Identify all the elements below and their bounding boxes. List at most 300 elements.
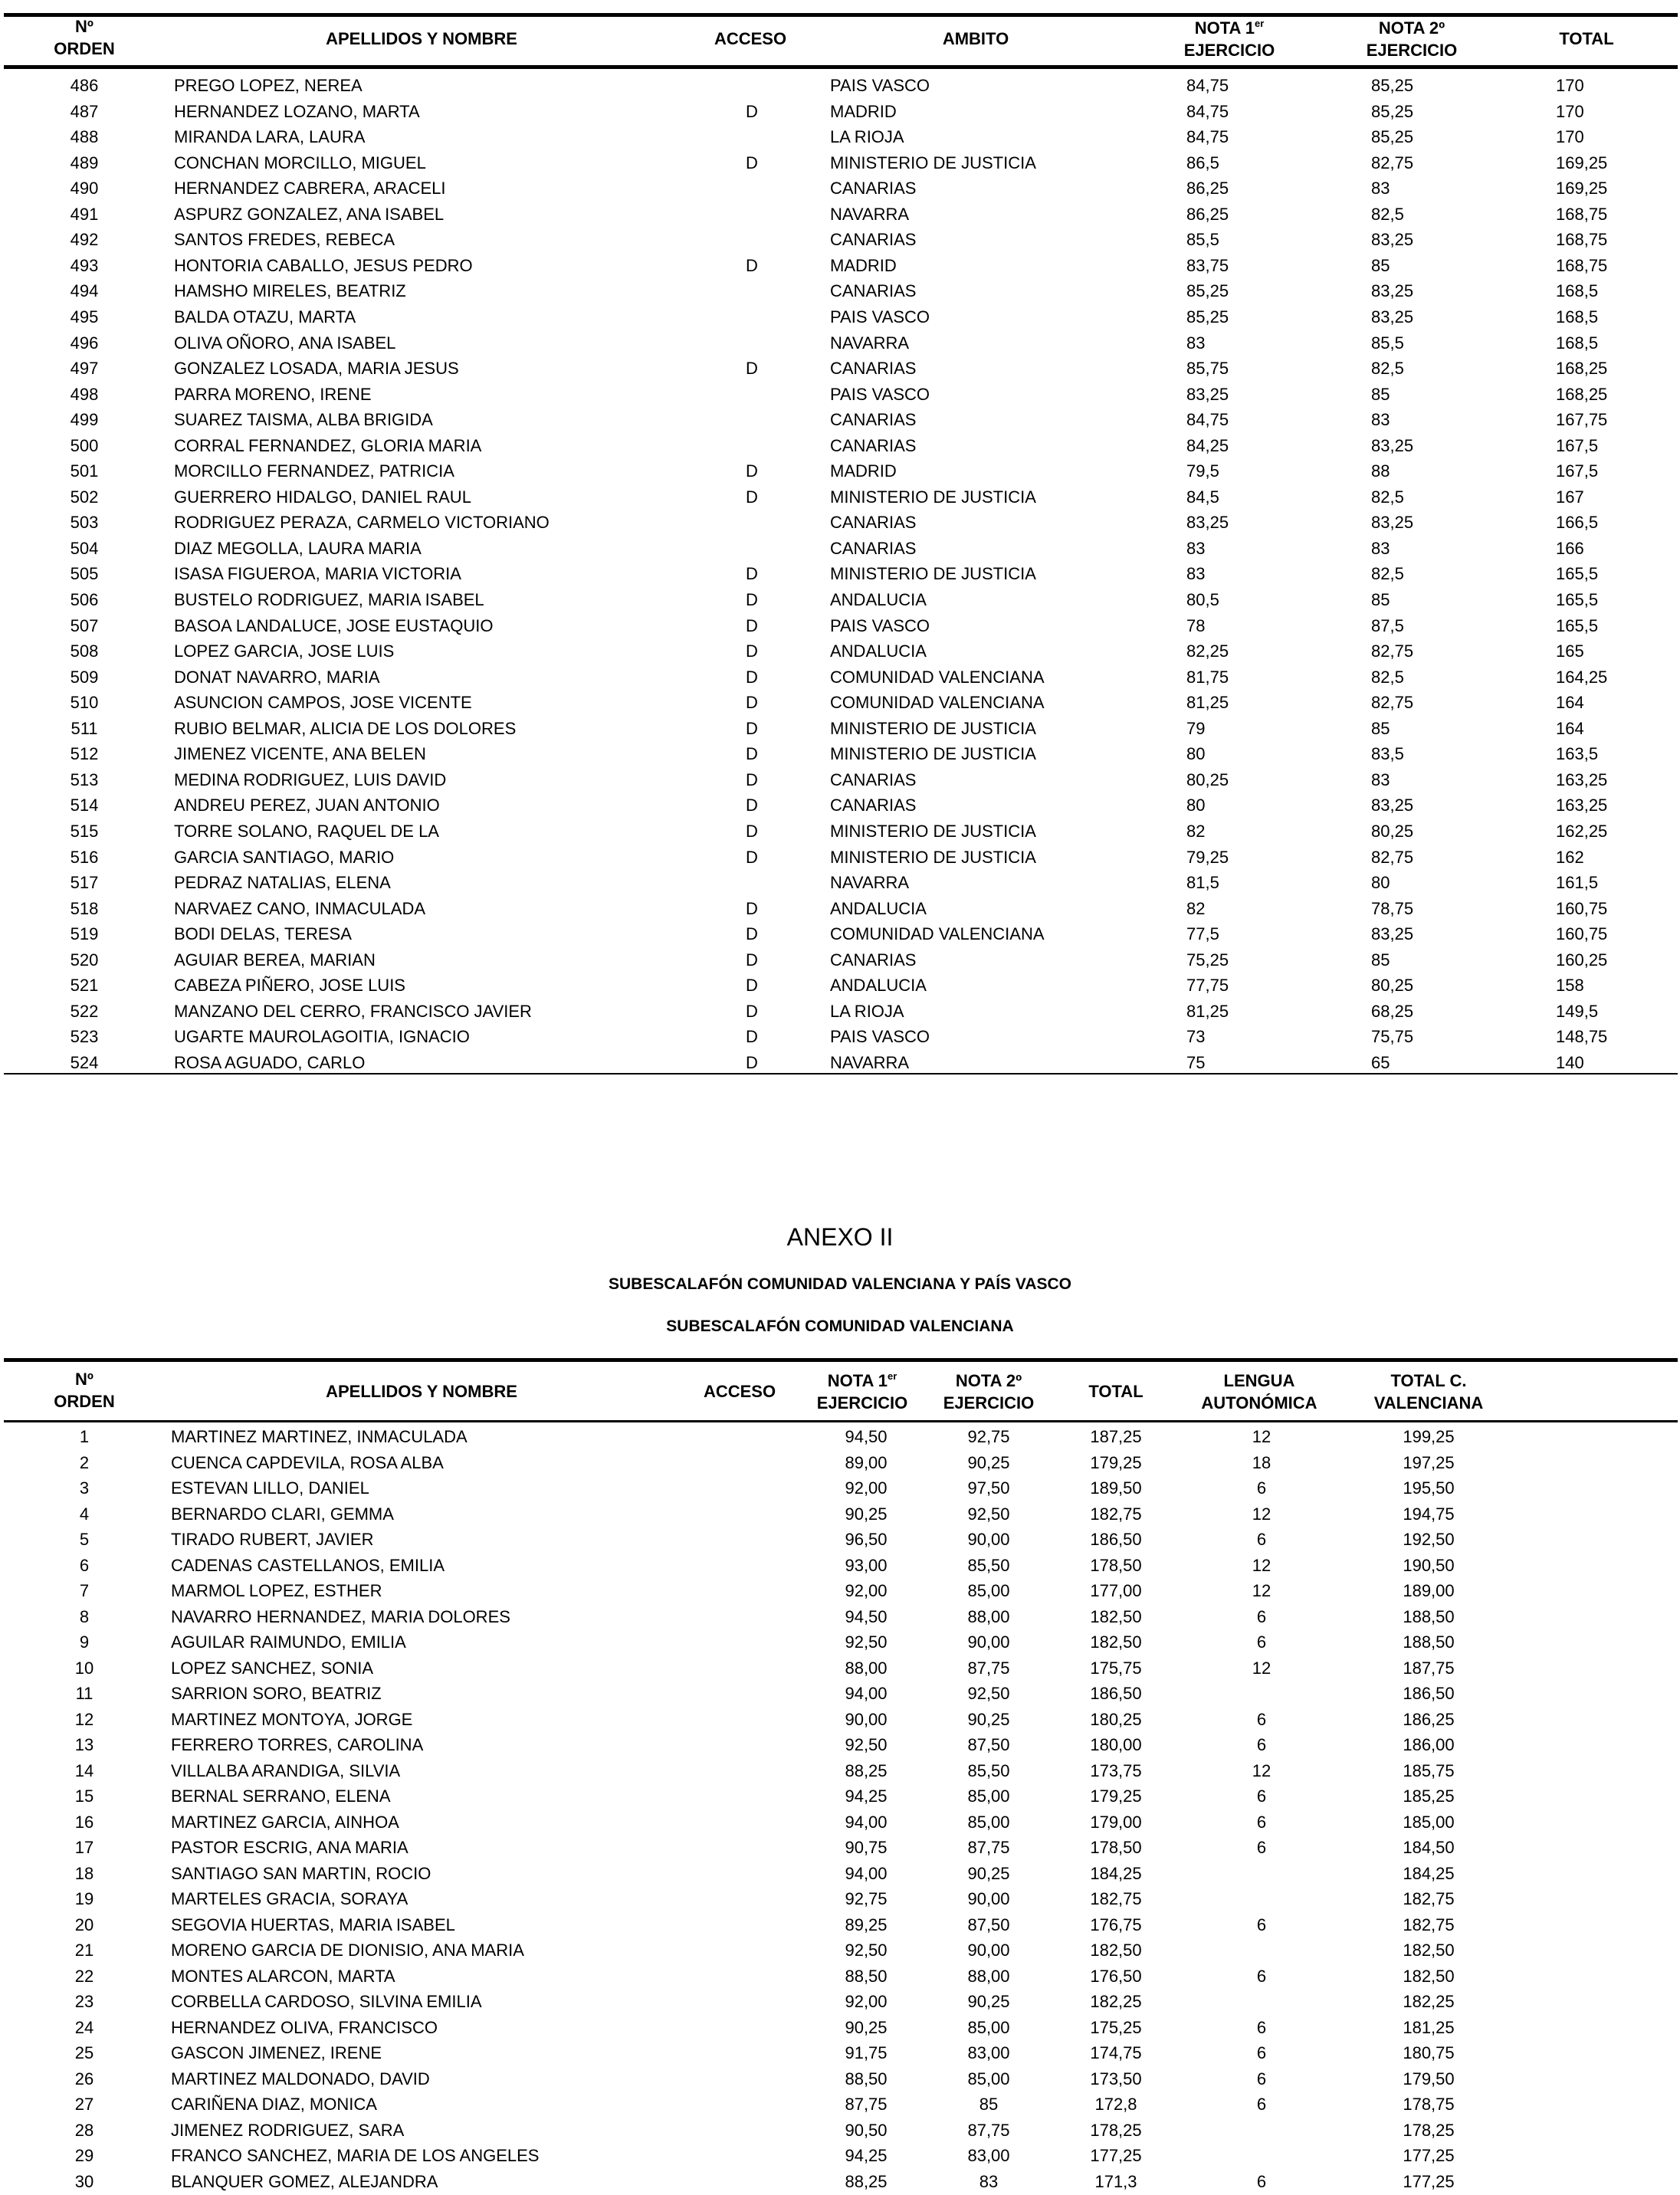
cell-nota2: 88,00 [967, 1606, 1010, 1626]
cell-lengua: 12 [1252, 1427, 1271, 1446]
cell-total: 165,5 [1556, 615, 1599, 635]
cell-nombre: MARTINEZ MARTINEZ, INMACULADA [171, 1427, 468, 1446]
cell-nota2: 85,50 [967, 1760, 1010, 1780]
cell-ambito: LA RIOJA [830, 1001, 904, 1021]
cell-total: 182,50 [1090, 1606, 1142, 1626]
cell-nombre: LOPEZ GARCIA, JOSE LUIS [174, 641, 395, 661]
cell-nota1: 92,50 [845, 1632, 888, 1652]
cell-total-c: 187,75 [1403, 1658, 1455, 1678]
cell-total: 168,5 [1556, 333, 1599, 353]
cell-nota1: 83,75 [1186, 255, 1229, 275]
cell-acceso: D [746, 718, 758, 738]
cell-orden: 491 [70, 204, 99, 224]
table-row [0, 845, 1680, 870]
cell-ambito: NAVARRA [830, 204, 910, 224]
cell-nota1: 94,00 [845, 1863, 888, 1883]
table-row [0, 1809, 1680, 1835]
cell-ambito: MADRID [830, 101, 897, 121]
table-row [0, 1629, 1680, 1655]
cell-total: 187,25 [1090, 1427, 1142, 1446]
cell-total-c: 186,25 [1403, 1709, 1455, 1729]
cell-total: 164 [1556, 718, 1584, 738]
table-row [0, 690, 1680, 715]
header-text: Nº [75, 17, 94, 36]
cell-total: 163,25 [1556, 796, 1608, 815]
cell-ambito: COMUNIDAD VALENCIANA [830, 667, 1045, 687]
cell-nombre: PARRA MORENO, IRENE [174, 384, 372, 404]
cell-nota2: 82,75 [1371, 153, 1414, 172]
header-text: NOTA 1 [1194, 18, 1255, 38]
cell-ambito: PAIS VASCO [830, 1027, 930, 1047]
cell-nota1: 94,00 [845, 1684, 888, 1703]
cell-nota2: 88 [1371, 461, 1390, 481]
table-row [0, 1501, 1680, 1527]
cell-nota2: 82,5 [1371, 204, 1404, 224]
cell-ambito: MINISTERIO DE JUSTICIA [830, 847, 1036, 867]
cell-nombre: PASTOR ESCRIG, ANA MARIA [171, 1838, 409, 1857]
cell-nota1: 80 [1186, 796, 1206, 815]
t2-header-nombre: APELLIDOS Y NOMBRE [326, 1382, 517, 1401]
cell-total: 167,5 [1556, 461, 1599, 481]
cell-nota2: 85 [1371, 590, 1390, 609]
cell-nombre: CADENAS CASTELLANOS, EMILIA [171, 1555, 445, 1575]
cell-nota1: 82 [1186, 821, 1206, 841]
cell-total-c: 186,00 [1403, 1735, 1455, 1754]
cell-nombre: DONAT NAVARRO, MARIA [174, 667, 380, 687]
cell-lengua: 6 [1256, 1632, 1267, 1652]
cell-total-c: 177,25 [1403, 2146, 1455, 2165]
cell-nota1: 82 [1186, 898, 1206, 918]
cell-lengua: 6 [1256, 1812, 1267, 1832]
cell-nota2: 92,75 [967, 1427, 1010, 1446]
cell-total-c: 184,50 [1403, 1838, 1455, 1857]
table-row [0, 1050, 1680, 1075]
cell-total: 179,00 [1090, 1812, 1142, 1832]
cell-total-c: 188,50 [1403, 1606, 1455, 1626]
cell-nota1: 84,75 [1186, 127, 1229, 147]
cell-nota1: 90,50 [845, 2120, 888, 2140]
cell-total: 168,75 [1556, 204, 1608, 224]
cell-total: 178,50 [1090, 1555, 1142, 1575]
cell-orden: 27 [74, 2095, 94, 2114]
cell-nota2: 90,25 [967, 1992, 1010, 2011]
cell-orden: 488 [70, 127, 99, 147]
cell-ambito: PAIS VASCO [830, 307, 930, 326]
cell-total: 180,25 [1090, 1709, 1142, 1729]
cell-nota1: 92,50 [845, 1735, 888, 1754]
cell-total: 178,50 [1090, 1838, 1142, 1857]
cell-total-c: 182,50 [1403, 1966, 1455, 1986]
cell-total: 169,25 [1556, 179, 1608, 199]
cell-nota2: 80,25 [1371, 976, 1414, 996]
cell-nota1: 85,5 [1186, 230, 1219, 250]
cell-nombre: NAVARRO HERNANDEZ, MARIA DOLORES [171, 1606, 510, 1626]
cell-nombre: ROSA AGUADO, CARLO [174, 1052, 366, 1072]
table-row [0, 1475, 1680, 1501]
cell-nombre: BERNAL SERRANO, ELENA [171, 1787, 391, 1806]
table-row [0, 1732, 1680, 1757]
cell-nota2: 85 [979, 2095, 999, 2114]
cell-orden: 30 [74, 2171, 94, 2191]
t2-header-acceso: ACCESO [703, 1382, 776, 1401]
table-row [0, 896, 1680, 921]
cell-nota1: 85,75 [1186, 359, 1229, 379]
cell-nota2: 85,00 [967, 1812, 1010, 1832]
cell-nombre: MORENO GARCIA DE DIONISIO, ANA MARIA [171, 1941, 524, 1960]
cell-total: 182,75 [1090, 1504, 1142, 1524]
cell-nota1: 91,75 [845, 2043, 888, 2062]
cell-orden: 21 [74, 1941, 94, 1960]
cell-total-c: 181,25 [1403, 2017, 1455, 2037]
cell-nombre: SUAREZ TAISMA, ALBA BRIGIDA [174, 410, 433, 430]
cell-orden: 524 [70, 1052, 99, 1072]
cell-nota1: 88,25 [845, 1760, 888, 1780]
cell-total: 173,50 [1090, 2069, 1142, 2088]
table-row [0, 1937, 1680, 1963]
table-row [0, 2092, 1680, 2117]
table-row [0, 99, 1680, 124]
cell-nota2: 75,75 [1371, 1027, 1414, 1047]
header-text: LENGUA [1223, 1371, 1295, 1390]
cell-orden: 514 [70, 796, 99, 815]
cell-total: 163,5 [1556, 744, 1599, 764]
cell-total: 171,3 [1094, 2171, 1137, 2191]
table-row [0, 587, 1680, 612]
cell-total-c: 185,00 [1403, 1812, 1455, 1832]
cell-nota2: 83 [979, 2171, 999, 2191]
cell-orden: 24 [74, 2017, 94, 2037]
cell-orden: 503 [70, 513, 99, 533]
annex-title: ANEXO II [786, 1223, 894, 1251]
cell-nombre: MARMOL LOPEZ, ESTHER [171, 1581, 382, 1600]
cell-orden: 4 [79, 1504, 90, 1524]
annex-subtitle-1: SUBESCALAFÓN COMUNIDAD VALENCIANA Y PAÍS VASCO [609, 1275, 1071, 1293]
cell-ambito: CANARIAS [830, 230, 917, 250]
table-row [0, 2066, 1680, 2092]
cell-nota2: 80 [1371, 873, 1390, 893]
cell-total: 165,5 [1556, 564, 1599, 584]
cell-total: 184,25 [1090, 1863, 1142, 1883]
cell-nota2: 90,00 [967, 1941, 1010, 1960]
cell-ambito: CANARIAS [830, 359, 917, 379]
table-row [0, 1861, 1680, 1886]
cell-nota1: 81,75 [1186, 667, 1229, 687]
cell-nota2: 82,5 [1371, 487, 1404, 507]
cell-orden: 1 [79, 1427, 90, 1446]
table-row [0, 1707, 1680, 1732]
cell-nota1: 81,25 [1186, 693, 1229, 713]
table-row [0, 999, 1680, 1024]
table-row [0, 1886, 1680, 1911]
table-row [0, 741, 1680, 766]
cell-nota2: 90,25 [967, 1709, 1010, 1729]
cell-total: 170 [1556, 101, 1584, 121]
cell-nota1: 94,25 [845, 2146, 888, 2165]
cell-total: 165 [1556, 641, 1584, 661]
cell-total-c: 184,25 [1403, 1863, 1455, 1883]
cell-total-c: 195,50 [1403, 1478, 1455, 1498]
cell-orden: 492 [70, 230, 99, 250]
cell-nombre: JIMENEZ RODRIGUEZ, SARA [171, 2120, 405, 2140]
cell-ambito: CANARIAS [830, 179, 917, 199]
cell-nota2: 82,5 [1371, 359, 1404, 379]
cell-ambito: PAIS VASCO [830, 615, 930, 635]
cell-nota1: 80,5 [1186, 590, 1219, 609]
table-row [0, 1681, 1680, 1706]
cell-nombre: LOPEZ SANCHEZ, SONIA [171, 1658, 374, 1678]
cell-nombre: RODRIGUEZ PERAZA, CARMELO VICTORIANO [174, 513, 550, 533]
cell-nombre: GARCIA SANTIAGO, MARIO [174, 847, 395, 867]
cell-total-c: 182,25 [1403, 1992, 1455, 2011]
cell-nombre: ASUNCION CAMPOS, JOSE VICENTE [174, 693, 472, 713]
cell-nota1: 90,25 [845, 2017, 888, 2037]
cell-nota2: 83,00 [967, 2146, 1010, 2165]
cell-nota1: 83,25 [1186, 384, 1229, 404]
table-row [0, 73, 1680, 98]
cell-nota1: 94,00 [845, 1812, 888, 1832]
t2-header-orden [54, 1368, 114, 1412]
cell-nombre: MORCILLO FERNANDEZ, PATRICIA [174, 461, 454, 481]
cell-orden: 16 [74, 1812, 94, 1832]
cell-ambito: MINISTERIO DE JUSTICIA [830, 718, 1036, 738]
cell-orden: 490 [70, 179, 99, 199]
cell-ambito: CANARIAS [830, 435, 917, 455]
cell-nota2: 85,50 [967, 1555, 1010, 1575]
cell-nota1: 89,25 [845, 1914, 888, 1934]
cell-nombre: BLANQUER GOMEZ, ALEJANDRA [171, 2171, 438, 2191]
cell-orden: 11 [75, 1684, 94, 1703]
header-text: VALENCIANA [1373, 1393, 1484, 1412]
cell-total: 172,8 [1094, 2095, 1137, 2114]
cell-acceso: D [746, 564, 758, 584]
cell-total: 168,75 [1556, 230, 1608, 250]
cell-nota2: 85,00 [967, 2069, 1010, 2088]
cell-ambito: CANARIAS [830, 513, 917, 533]
cell-nota2: 85,00 [967, 2017, 1010, 2037]
cell-total: 182,50 [1090, 1941, 1142, 1960]
cell-orden: 523 [70, 1027, 99, 1047]
cell-nota1: 84,75 [1186, 101, 1229, 121]
cell-nota1: 84,75 [1186, 410, 1229, 430]
table-row [0, 638, 1680, 664]
header-text: EJERCICIO [1366, 41, 1458, 60]
cell-lengua: 6 [1256, 1966, 1267, 1986]
cell-nota1: 79,25 [1186, 847, 1229, 867]
cell-nota1: 88,00 [845, 1658, 888, 1678]
table-row [0, 202, 1680, 227]
cell-nota1: 88,50 [845, 1966, 888, 1986]
cell-nota2: 83 [1371, 769, 1390, 789]
cell-total: 168,75 [1556, 255, 1608, 275]
cell-total-c: 188,50 [1403, 1632, 1455, 1652]
cell-total-c: 192,50 [1403, 1530, 1455, 1549]
cell-ambito: MADRID [830, 255, 897, 275]
cell-acceso: D [746, 641, 758, 661]
cell-ambito: PAIS VASCO [830, 384, 930, 404]
cell-total: 177,00 [1090, 1581, 1142, 1600]
cell-nombre: MARTINEZ MONTOYA, JORGE [171, 1709, 413, 1729]
cell-total: 168,25 [1556, 359, 1608, 379]
cell-orden: 19 [74, 1889, 94, 1908]
cell-nota2: 65 [1371, 1052, 1390, 1072]
table-row [0, 124, 1680, 149]
cell-nota2: 92,50 [967, 1504, 1010, 1524]
cell-orden: 14 [74, 1760, 94, 1780]
cell-nota2: 82,5 [1371, 564, 1404, 584]
cell-orden: 512 [70, 744, 99, 764]
cell-total: 174,75 [1090, 2043, 1142, 2062]
t2-header-nota1 [817, 1370, 908, 1414]
cell-orden: 489 [70, 153, 99, 172]
cell-nota1: 80 [1186, 744, 1206, 764]
cell-acceso: D [746, 796, 758, 815]
cell-nombre: SEGOVIA HUERTAS, MARIA ISABEL [171, 1914, 455, 1934]
table1-bottom-rule [4, 1073, 1678, 1075]
table-row [0, 1527, 1680, 1552]
cell-nombre: NARVAEZ CANO, INMACULADA [174, 898, 426, 918]
cell-total: 162 [1556, 847, 1584, 867]
table-row [0, 767, 1680, 792]
cell-ambito: MINISTERIO DE JUSTICIA [830, 564, 1036, 584]
cell-nota2: 85,25 [1371, 101, 1414, 121]
cell-nombre: MARTINEZ MALDONADO, DAVID [171, 2069, 430, 2088]
cell-ambito: COMUNIDAD VALENCIANA [830, 693, 1045, 713]
cell-total: 177,25 [1090, 2146, 1142, 2165]
cell-total: 167 [1556, 487, 1584, 507]
cell-nota2: 87,50 [967, 1914, 1010, 1934]
cell-nota1: 92,00 [845, 1581, 888, 1600]
cell-orden: 493 [70, 255, 99, 275]
cell-nota1: 93,00 [845, 1555, 888, 1575]
cell-total: 175,25 [1090, 2017, 1142, 2037]
cell-nota2: 87,75 [967, 1838, 1010, 1857]
cell-nombre: MARTINEZ GARCIA, AINHOA [171, 1812, 399, 1832]
cell-acceso: D [746, 153, 758, 172]
table-row [0, 2143, 1680, 2168]
table-row [0, 664, 1680, 690]
header-sup: er [1254, 18, 1265, 29]
cell-acceso: D [746, 1052, 758, 1072]
cell-nombre: HONTORIA CABALLO, JESUS PEDRO [174, 255, 473, 275]
t2-header-lengua [1201, 1370, 1317, 1414]
cell-orden: 521 [70, 976, 99, 996]
cell-orden: 510 [70, 693, 99, 713]
t1-header-nota2 [1367, 17, 1458, 61]
cell-orden: 486 [70, 76, 99, 95]
table-row [0, 1450, 1680, 1475]
cell-nombre: CABEZA PIÑERO, JOSE LUIS [174, 976, 405, 996]
cell-nota1: 88,50 [845, 2069, 888, 2088]
cell-acceso: D [746, 744, 758, 764]
cell-orden: 505 [70, 564, 99, 584]
table-row [0, 278, 1680, 303]
cell-orden: 522 [70, 1001, 99, 1021]
table-row [0, 382, 1680, 407]
cell-total: 167,75 [1556, 410, 1608, 430]
cell-ambito: MINISTERIO DE JUSTICIA [830, 821, 1036, 841]
t2-header-total: TOTAL [1088, 1382, 1144, 1401]
table-row [0, 1655, 1680, 1681]
cell-ambito: ANDALUCIA [830, 898, 927, 918]
cell-orden: 10 [74, 1658, 94, 1678]
cell-lengua: 6 [1256, 1530, 1267, 1549]
cell-nota2: 90,00 [967, 1530, 1010, 1549]
cell-nombre: TIRADO RUBERT, JAVIER [171, 1530, 374, 1549]
header-text: NOTA 2º [1378, 18, 1445, 38]
cell-ambito: CANARIAS [830, 410, 917, 430]
table-row [0, 716, 1680, 741]
table-row [0, 150, 1680, 176]
table-row [0, 973, 1680, 998]
cell-orden: 29 [74, 2146, 94, 2165]
cell-nota1: 92,50 [845, 1941, 888, 1960]
table-row [0, 819, 1680, 844]
table-row [0, 1912, 1680, 1937]
cell-total: 166,5 [1556, 513, 1599, 533]
table-row [0, 1783, 1680, 1809]
cell-nota2: 90,25 [967, 1863, 1010, 1883]
cell-nombre: FERRERO TORRES, CAROLINA [171, 1735, 424, 1754]
cell-nombre: MONTES ALARCON, MARTA [171, 1966, 395, 1986]
cell-lengua: 6 [1256, 2069, 1267, 2088]
header-sup: er [887, 1370, 897, 1382]
cell-nota2: 78,75 [1371, 898, 1414, 918]
cell-nota2: 82,75 [1371, 847, 1414, 867]
cell-total: 158 [1556, 976, 1584, 996]
header-text: NOTA 2º [955, 1371, 1022, 1390]
cell-ambito: CANARIAS [830, 769, 917, 789]
cell-nota1: 83 [1186, 564, 1206, 584]
cell-nota2: 83,25 [1371, 307, 1414, 326]
cell-acceso: D [746, 821, 758, 841]
cell-ambito: NAVARRA [830, 1052, 910, 1072]
cell-orden: 520 [70, 950, 99, 970]
t1-header-orden [54, 15, 114, 60]
cell-nota2: 83 [1371, 538, 1390, 558]
cell-ambito: CANARIAS [830, 281, 917, 301]
cell-orden: 494 [70, 281, 99, 301]
cell-total-c: 189,00 [1403, 1581, 1455, 1600]
cell-orden: 497 [70, 359, 99, 379]
cell-nota2: 82,75 [1371, 641, 1414, 661]
cell-total-c: 182,75 [1403, 1889, 1455, 1908]
cell-ambito: MADRID [830, 461, 897, 481]
cell-nota1: 88,25 [845, 2171, 888, 2191]
header-text: AUTONÓMICA [1201, 1393, 1317, 1412]
cell-total: 178,25 [1090, 2120, 1142, 2140]
cell-nota1: 75 [1186, 1052, 1206, 1072]
cell-nota2: 83,25 [1371, 281, 1414, 301]
cell-total-c: 197,25 [1403, 1452, 1455, 1472]
cell-nombre: ESTEVAN LILLO, DANIEL [171, 1478, 369, 1498]
cell-orden: 9 [79, 1632, 90, 1652]
cell-nota2: 83,25 [1371, 796, 1414, 815]
table-row [0, 458, 1680, 484]
cell-nombre: VILLALBA ARANDIGA, SILVIA [171, 1760, 401, 1780]
cell-orden: 23 [74, 1992, 94, 2011]
cell-nota2: 85,5 [1371, 333, 1404, 353]
cell-nota2: 85 [1371, 255, 1390, 275]
table-row [0, 304, 1680, 330]
cell-nombre: OLIVA OÑORO, ANA ISABEL [174, 333, 396, 353]
cell-total: 170 [1556, 127, 1584, 147]
t1-header-nombre: APELLIDOS Y NOMBRE [326, 29, 517, 48]
table-row [0, 1964, 1680, 1989]
cell-acceso: D [746, 255, 758, 275]
cell-nota2: 90,25 [967, 1452, 1010, 1472]
cell-orden: 5 [79, 1530, 90, 1549]
cell-total: 167,5 [1556, 435, 1599, 455]
